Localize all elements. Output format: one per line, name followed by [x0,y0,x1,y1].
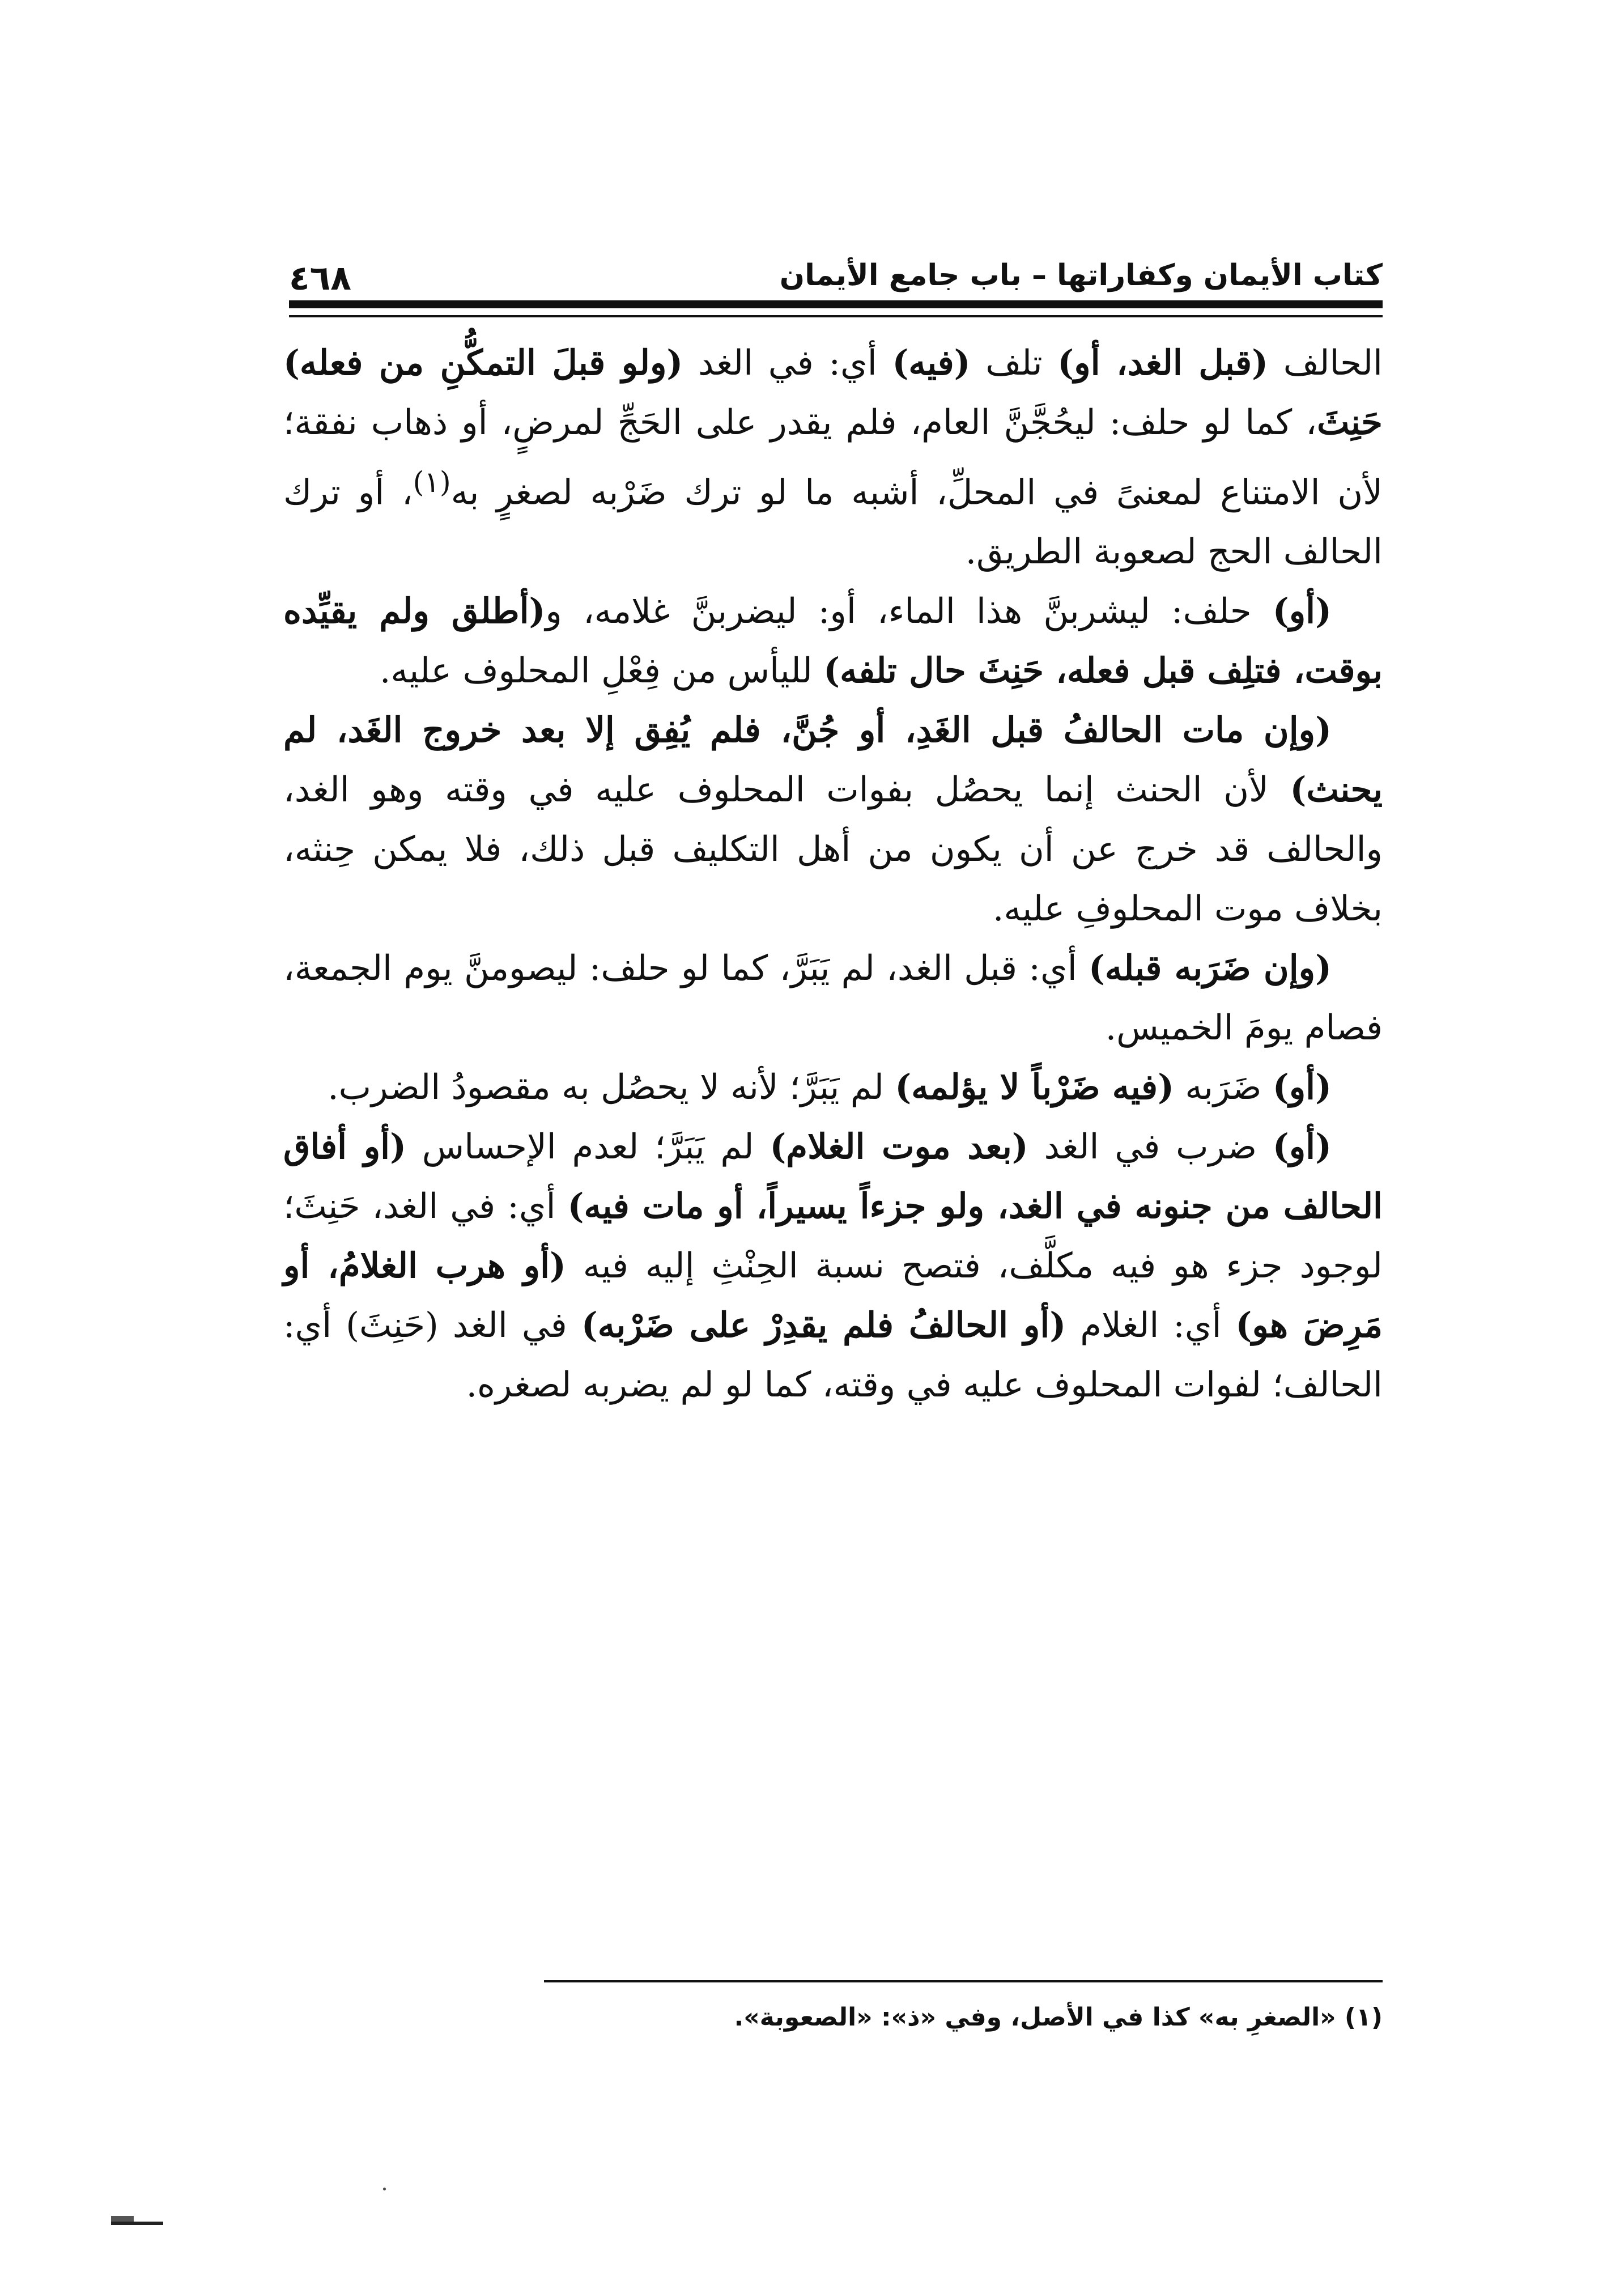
sharh-text: أي: الغلام [1066,1305,1236,1346]
sharh-text: لم يَبَرَّ؛ لعدم الإحساس [406,1127,770,1167]
sharh-text: أي: في الغد [683,343,892,383]
sharh-text: في الغد [438,1305,581,1346]
sharh-text: ضرب في الغد [1028,1127,1273,1167]
sharh-text: ؛ لوجود جزء هو فيه مكلَّف، فتصح نسبة الحِنْثِ إليه فيه [283,1186,1383,1286]
sharh-text: أي: قبل الغد، لم يَبَرَّ، كما لو حلف: ليصومنَّ يوم الجمعة، فصام يومَ الخميس. [283,948,1383,1048]
sharh-text: لليأس من فِعْلِ المحلوف عليه. [379,651,824,691]
chapter-title: كتاب الأيمان وكفاراتها – باب جامع الأيمان [779,258,1383,292]
sharh-text: (حَنِثَ) [346,1305,439,1346]
sharh-text: الحالف [1268,343,1383,383]
sharh-text: ، كما لو حلف: ليحُجَّنَّ العام، فلم يقدر على الحَجِّ لمرضٍ، أو ذهاب نفقة؛ لأن الامتناع لمعنىً في المحلِّ، أشبه ما لو ترك ضَرْبه لصغرٍ به [283,402,1383,513]
paragraph [283,333,1383,581]
header-rule-thick [289,300,1383,308]
paragraph [283,581,1383,700]
running-header [289,227,1383,300]
paragraph [283,939,1383,1058]
matn-text: (وإن مات الحالفُ قبل الغَدِ، أو جُنَّ، فلم يُفِق إلا بعد خروج الغَد، لم يحنث) [283,710,1383,810]
paragraph [283,1117,1383,1415]
paragraph [283,1058,1383,1117]
sharh-text: تلف [970,343,1058,383]
footnote: (١) «الصغرِ به» كذا في الأصل، وفي «ذ»: «الصعوبة». [734,2003,1383,2032]
matn-text: (أو أفاق الحالف من جنونه في الغد، ولو جزءاً يسيراً، أو مات فيه) [283,1127,1383,1227]
sharh-text: لم يَبَرَّ؛ لأنه لا يحصُل به مقصودُ الضرب. [328,1067,895,1108]
matn-text: (أو) [1272,591,1332,632]
matn-text: (فيه ضَرْباً لا يؤلمه) [895,1067,1174,1108]
sharh-text: حلف: ليشربنَّ هذا الماء، أو: ليضربنَّ غلامه، و [545,591,1273,632]
matn-text: (أو الحالفُ فلم يقدِرْ على ضَرْبه) [581,1305,1066,1346]
matn-text: (أو هرب الغلامُ، أو مَرِضَ هو) [283,1246,1383,1346]
matn-text: (أطلق ولم يقيِّده بوقت، فتلِف قبل فعله، حَنِثَ حال تلفه) [283,591,1383,691]
header-rule-thin [289,315,1383,317]
sharh-text: ، أو ترك الحالف الحج لصعوبة الطريق. [283,472,1383,572]
matn-text: (أو) [1272,1067,1332,1108]
matn-text: (قبل الغد، أو) [1057,343,1269,383]
matn-text: (فيه) [892,343,971,383]
paragraph [283,700,1383,939]
sharh-text: أي: في الغد، [360,1186,568,1227]
sharh-text: ضَرَبه [1174,1067,1273,1108]
body-text [283,333,1383,1415]
matn-text: (ولو قبلَ التمكُّنِ من فعله) حَنِثَ [283,343,1383,443]
matn-text: (بعد موت الغلام) [770,1127,1028,1167]
scan-artifact-mark [111,2222,163,2225]
page-number: ٤٦٨ [289,258,351,298]
scan-artifact-dot [383,2188,386,2190]
sharh-text: حَنِثَ [294,1186,360,1227]
matn-text: (وإن ضَرَبه قبله) [1089,948,1332,989]
sharh-text: أي: الحالف؛ لفوات المحلوف عليه في وقته، كما لو لم يضربه لصغره. [283,1305,1383,1405]
sharh-text: لأن الحنث إنما يحصُل بفوات المحلوف عليه في وقته وهو الغد، والحالف قد خرج عن أن يكون من أهل التكليف قبل ذلك، فلا يمكن حِنثه، بخلاف موت المحلوفِ عليه. [283,770,1383,929]
matn-text: (أو) [1272,1127,1332,1167]
footnote-marker: (١) [413,465,451,499]
footnote-separator [544,1980,1383,1982]
